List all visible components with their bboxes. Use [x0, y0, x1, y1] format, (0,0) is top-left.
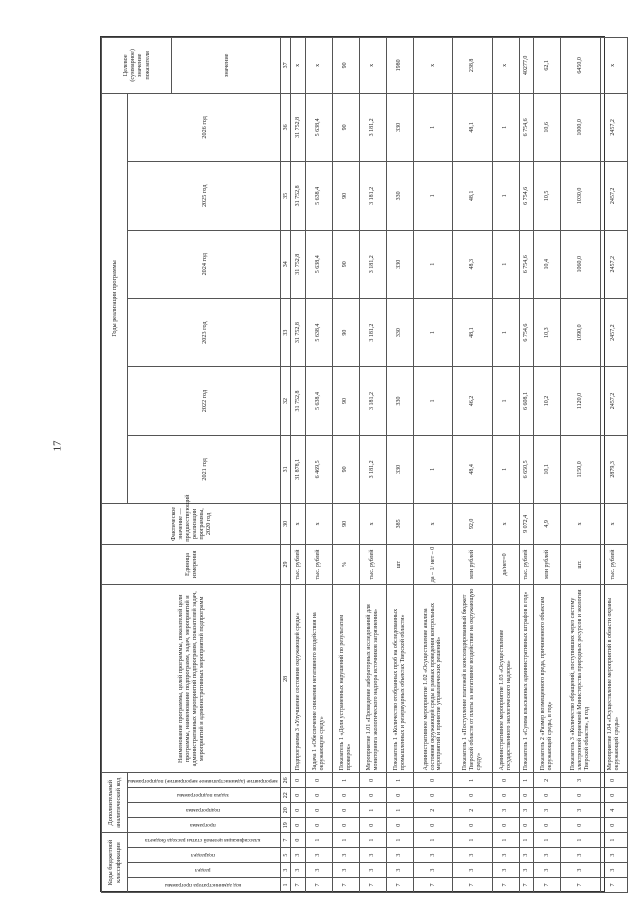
- code-cell: 1: [492, 833, 519, 848]
- code-cell: 1: [332, 773, 359, 788]
- code-cell: 0: [291, 788, 305, 803]
- row-year-value: 1000,0: [561, 93, 601, 161]
- row-year-value: 6 608,1: [519, 367, 533, 435]
- row-year-value: 3 181,2: [359, 230, 386, 298]
- row-unit: млн рублей: [534, 544, 561, 585]
- row-unit: шт.: [561, 544, 601, 585]
- row-target: 40277,0: [519, 38, 533, 94]
- target-header: Целевое (суммарное) значение показателя: [102, 38, 172, 94]
- budget-sub-section: раздел: [128, 863, 281, 878]
- code-cell: 3: [332, 848, 359, 863]
- col-number: 35: [281, 162, 291, 230]
- year-2025-header: 2025 год: [128, 162, 281, 230]
- code-cell: 0: [519, 788, 533, 803]
- col-number: 1: [281, 878, 291, 893]
- code-cell: 7: [453, 878, 493, 893]
- row-year-value: 6 469,5: [305, 435, 332, 503]
- code-cell: 3: [600, 848, 627, 863]
- code-cell: 3: [561, 848, 601, 863]
- code-cell: 1: [386, 833, 413, 848]
- row-year-value: 330: [386, 93, 413, 161]
- code-cell: 0: [291, 773, 305, 788]
- row-year-value: 5 638,4: [305, 298, 332, 366]
- code-cell: 1: [519, 773, 533, 788]
- row-target: 90: [332, 38, 359, 94]
- code-cell: 3: [359, 848, 386, 863]
- years-group-header: Годы реализации программы: [102, 93, 128, 503]
- code-cell: 0: [534, 788, 561, 803]
- unit-header: Единица измерения: [102, 544, 281, 585]
- code-cell: 1: [359, 803, 386, 818]
- code-cell: 0: [291, 803, 305, 818]
- code-cell: 3: [359, 863, 386, 878]
- code-cell: 3: [453, 863, 493, 878]
- row-year-value: 48,1: [453, 93, 493, 161]
- code-cell: 1: [534, 833, 561, 848]
- row-year-value: 5 638,4: [305, 367, 332, 435]
- row-year-value: 1: [413, 298, 453, 366]
- row-year-value: 5 638,4: [305, 230, 332, 298]
- code-cell: 0: [386, 788, 413, 803]
- table-row: [519, 38, 533, 893]
- row-target: 6450,0: [561, 38, 601, 94]
- row-year-value: 1060,0: [561, 230, 601, 298]
- code-cell: 1: [386, 773, 413, 788]
- col-number: 31: [281, 435, 291, 503]
- row-year-value: 48,1: [453, 298, 493, 366]
- row-year-value: 1030,0: [561, 162, 601, 230]
- row-target: х: [291, 38, 305, 94]
- page-number: 17: [51, 440, 64, 452]
- fact-header: Фактическое значение — предшествующий реализации программы, 2020 год: [102, 504, 281, 545]
- row-target: 238,8: [453, 38, 493, 94]
- row-unit: тыс. рублей: [600, 544, 627, 585]
- code-cell: 1: [519, 833, 533, 848]
- row-name: Показатель 2 «Размер возмещенного вреда, причиненного объектам окружающей среды, в год»: [534, 585, 561, 773]
- extra-codes-header: Дополнительный аналитический код: [102, 773, 128, 833]
- row-target: х: [413, 38, 453, 94]
- code-cell: 0: [600, 788, 627, 803]
- code-cell: 7: [332, 878, 359, 893]
- row-unit: да – 1/ нет – 0: [413, 544, 453, 585]
- code-cell: 1: [305, 833, 332, 848]
- table-row: [453, 38, 493, 893]
- row-target: х: [492, 38, 519, 94]
- code-cell: 0: [492, 773, 519, 788]
- code-cell: 3: [534, 863, 561, 878]
- col-number: 32: [281, 367, 291, 435]
- row-year-value: 10,2: [534, 367, 561, 435]
- table-row: [359, 38, 386, 893]
- row-year-value: 10,3: [534, 298, 561, 366]
- code-cell: 1: [600, 833, 627, 848]
- code-cell: 3: [561, 773, 601, 788]
- code-cell: 0: [492, 818, 519, 833]
- year-2026-header: 2026 год: [128, 93, 281, 161]
- row-year-value: 2879,3: [600, 435, 627, 503]
- code-cell: 1: [386, 803, 413, 818]
- table-row: [492, 38, 519, 893]
- table-row: [413, 38, 453, 893]
- row-name: Показатель 1 «Сумма взысканных административных штрафов в год»: [519, 585, 533, 773]
- row-year-value: 31 752,8: [291, 93, 305, 161]
- extra-sub-subprogram: подпрограмма: [128, 803, 281, 818]
- col-number: 5: [281, 848, 291, 863]
- code-cell: 0: [359, 773, 386, 788]
- code-cell: 3: [386, 848, 413, 863]
- row-year-value: 2457,2: [600, 162, 627, 230]
- row-name: Показатель 3 «Количество обращений, поступивших через систему электронной приемной Министерства природных ресурсов и экологии Тверской области», в год: [561, 585, 601, 773]
- code-cell: 0: [291, 833, 305, 848]
- row-year-value: 6 754,6: [519, 162, 533, 230]
- code-cell: 0: [305, 803, 332, 818]
- code-cell: 3: [332, 863, 359, 878]
- code-cell: 1: [413, 833, 453, 848]
- row-year-value: 330: [386, 435, 413, 503]
- code-cell: 3: [561, 863, 601, 878]
- code-cell: 3: [561, 803, 601, 818]
- row-year-value: 90: [332, 162, 359, 230]
- row-fact: 90: [332, 504, 359, 545]
- code-cell: 0: [534, 818, 561, 833]
- code-cell: 7: [600, 878, 627, 893]
- code-cell: 0: [291, 818, 305, 833]
- row-fact: х: [291, 504, 305, 545]
- row-unit: %: [332, 544, 359, 585]
- names-header: Наименование программы, целей программы, показателей цели программы, наименование подпрограмм, задач, мероприятий и административных мероприятий подпрограмм, показателей задач, мероприятий и административных мероприятий подпрограмм: [102, 585, 281, 773]
- row-year-value: 6 754,6: [519, 298, 533, 366]
- row-year-value: 6 754,6: [519, 230, 533, 298]
- row-year-value: 1: [492, 162, 519, 230]
- code-cell: 0: [332, 818, 359, 833]
- year-2024-header: 2024 год: [128, 230, 281, 298]
- code-cell: 3: [291, 863, 305, 878]
- table-row: [305, 38, 332, 893]
- row-year-value: 90: [332, 230, 359, 298]
- code-cell: 7: [519, 878, 533, 893]
- code-cell: 3: [534, 848, 561, 863]
- code-cell: 3: [291, 848, 305, 863]
- row-year-value: 1: [492, 93, 519, 161]
- year-2022-header: 2022 год: [128, 367, 281, 435]
- row-year-value: 1: [413, 162, 453, 230]
- code-cell: 3: [600, 863, 627, 878]
- row-fact: х: [413, 504, 453, 545]
- code-cell: 0: [305, 818, 332, 833]
- row-year-value: 3 181,2: [359, 93, 386, 161]
- table-frame: [101, 37, 620, 893]
- extra-sub-measure: мероприятие (административное мероприятие) подпрограммы: [128, 773, 281, 788]
- code-cell: 3: [519, 848, 533, 863]
- col-number: 29: [281, 544, 291, 585]
- row-year-value: 48,1: [453, 162, 493, 230]
- code-cell: 2: [534, 773, 561, 788]
- code-cell: 3: [534, 803, 561, 818]
- row-name: Показатель 1 «Доля устраненных нарушений по результатам проверок»: [332, 585, 359, 773]
- code-cell: 0: [386, 818, 413, 833]
- row-year-value: 90: [332, 367, 359, 435]
- row-name: Показатель 1 «Поступление платежей в консолидированный бюджет Тверской области от платы за негативное воздействие на окружающую среду»: [453, 585, 493, 773]
- code-cell: 7: [561, 878, 601, 893]
- row-year-value: 3 181,2: [359, 162, 386, 230]
- code-cell: 3: [492, 863, 519, 878]
- row-year-value: 10,5: [534, 162, 561, 230]
- code-cell: 0: [600, 773, 627, 788]
- row-fact: 92,0: [453, 504, 493, 545]
- row-year-value: 48,4: [453, 435, 493, 503]
- budget-codes-header: Коды бюджетной классификации: [102, 833, 128, 893]
- row-target: х: [359, 38, 386, 94]
- row-year-value: 1: [413, 230, 453, 298]
- row-name: Мероприятие 1.04 «Осуществление мероприятий в области охраны окружающей среды»: [600, 585, 627, 773]
- code-cell: 3: [519, 863, 533, 878]
- row-year-value: 31 752,8: [291, 162, 305, 230]
- row-year-value: 90: [332, 435, 359, 503]
- code-cell: 3: [492, 848, 519, 863]
- col-number: 37: [281, 38, 291, 94]
- code-cell: 1: [332, 833, 359, 848]
- row-year-value: 2457,2: [600, 93, 627, 161]
- col-number: 26: [281, 773, 291, 788]
- table-row: [561, 38, 601, 893]
- code-cell: 0: [413, 773, 453, 788]
- row-year-value: 3 181,2: [359, 298, 386, 366]
- code-cell: 0: [492, 788, 519, 803]
- row-year-value: 10,6: [534, 93, 561, 161]
- code-cell: 7: [359, 878, 386, 893]
- row-year-value: 31 752,8: [291, 298, 305, 366]
- row-name: Административное мероприятие 1.02 «Осуществление анализа состояния окружающей среды в рамках проведения контрольных мероприятий и принятие управленческих решений»: [413, 585, 453, 773]
- code-cell: 4: [600, 803, 627, 818]
- row-unit: да/нет=0: [492, 544, 519, 585]
- table-row: [600, 38, 627, 893]
- row-unit: млн рублей: [453, 544, 493, 585]
- budget-sub-target-article: классификация целевой статьи расхода бюджета: [128, 833, 281, 848]
- code-cell: 0: [600, 818, 627, 833]
- code-cell: 1: [453, 773, 493, 788]
- row-name: Мероприятие 1.01 «Проведение лабораторных исследований для мониторинга экологического надзора источников загрязнения»: [359, 585, 386, 773]
- row-year-value: 31 752,8: [291, 230, 305, 298]
- code-cell: 3: [413, 848, 453, 863]
- col-number: 34: [281, 230, 291, 298]
- program-indicators-table: [101, 37, 628, 893]
- col-number: 33: [281, 298, 291, 366]
- row-fact: х: [561, 504, 601, 545]
- code-cell: 3: [492, 803, 519, 818]
- col-number: 7: [281, 833, 291, 848]
- row-year-value: 1: [413, 367, 453, 435]
- row-unit: шт: [386, 544, 413, 585]
- row-year-value: 2457,2: [600, 367, 627, 435]
- code-cell: 0: [359, 788, 386, 803]
- col-number: 22: [281, 788, 291, 803]
- extra-sub-program: программа: [128, 818, 281, 833]
- row-fact: х: [305, 504, 332, 545]
- row-year-value: 330: [386, 162, 413, 230]
- code-cell: 7: [305, 878, 332, 893]
- row-year-value: 330: [386, 298, 413, 366]
- row-year-value: 1090,0: [561, 298, 601, 366]
- row-year-value: 330: [386, 367, 413, 435]
- row-year-value: 1120,0: [561, 367, 601, 435]
- year-2023-header: 2023 год: [128, 298, 281, 366]
- rotated-table-sheet: [100, 36, 620, 892]
- row-year-value: 3 181,2: [359, 435, 386, 503]
- code-cell: 3: [305, 848, 332, 863]
- row-year-value: 1: [492, 298, 519, 366]
- row-year-value: 6 754,6: [519, 93, 533, 161]
- row-fact: 385: [386, 504, 413, 545]
- row-target: х: [600, 38, 627, 94]
- col-number: 28: [281, 585, 291, 773]
- code-cell: 0: [519, 818, 533, 833]
- table-row: [386, 38, 413, 893]
- table-row: [534, 38, 561, 893]
- code-cell: 0: [305, 773, 332, 788]
- row-year-value: 31 878,1: [291, 435, 305, 503]
- code-cell: 0: [332, 788, 359, 803]
- row-target: х: [305, 38, 332, 94]
- row-year-value: 10,1: [534, 435, 561, 503]
- row-target: 62,1: [534, 38, 561, 94]
- code-cell: 2: [413, 803, 453, 818]
- code-cell: 1: [453, 833, 493, 848]
- row-year-value: 2457,2: [600, 298, 627, 366]
- target-value-header: значение: [171, 38, 281, 94]
- row-year-value: 1150,0: [561, 435, 601, 503]
- row-year-value: 90: [332, 298, 359, 366]
- code-cell: 2: [453, 803, 493, 818]
- row-name: Административное мероприятие 1.03 «Осуществление государственного экологического надзора»: [492, 585, 519, 773]
- budget-sub-admin: код администратора программы: [128, 878, 281, 893]
- code-cell: 0: [453, 818, 493, 833]
- row-year-value: 3 181,2: [359, 367, 386, 435]
- budget-sub-subsection: подраздел: [128, 848, 281, 863]
- extra-sub-task: задача подпрограммы: [128, 788, 281, 803]
- col-number: 3: [281, 863, 291, 878]
- code-cell: 0: [359, 818, 386, 833]
- row-fact: х: [492, 504, 519, 545]
- row-year-value: 90: [332, 93, 359, 161]
- row-name: Подпрограмма 3 «Улучшение состояния окружающей среды»: [291, 585, 305, 773]
- row-name: Задача 1 «Обеспечение снижения негативного воздействия на окружающую среду»: [305, 585, 332, 773]
- code-cell: 0: [413, 818, 453, 833]
- row-year-value: 330: [386, 230, 413, 298]
- code-cell: 0: [332, 803, 359, 818]
- code-cell: 7: [413, 878, 453, 893]
- code-cell: 3: [305, 863, 332, 878]
- code-cell: 7: [386, 878, 413, 893]
- row-year-value: 31 752,8: [291, 367, 305, 435]
- row-year-value: 1: [492, 435, 519, 503]
- row-unit: тыс. рублей: [305, 544, 332, 585]
- code-cell: 0: [453, 788, 493, 803]
- year-2021-header: 2021 год: [128, 435, 281, 503]
- row-year-value: 5 638,4: [305, 93, 332, 161]
- col-number: 36: [281, 93, 291, 161]
- row-unit: тыс. рублей: [291, 544, 305, 585]
- row-unit: тыс. рублей: [519, 544, 533, 585]
- row-year-value: 48,3: [453, 230, 493, 298]
- col-number: 19: [281, 818, 291, 833]
- row-target: 1980: [386, 38, 413, 94]
- row-year-value: 1: [413, 435, 453, 503]
- code-cell: 7: [492, 878, 519, 893]
- row-year-value: 10,4: [534, 230, 561, 298]
- code-cell: 0: [305, 788, 332, 803]
- code-cell: 7: [291, 878, 305, 893]
- row-year-value: 6 650,5: [519, 435, 533, 503]
- code-cell: 0: [561, 788, 601, 803]
- code-cell: 0: [561, 818, 601, 833]
- row-year-value: 1: [413, 93, 453, 161]
- col-number: 20: [281, 803, 291, 818]
- row-year-value: 2457,2: [600, 230, 627, 298]
- row-fact: 4,9: [534, 504, 561, 545]
- code-cell: 3: [413, 863, 453, 878]
- row-unit: тыс. рублей: [359, 544, 386, 585]
- row-year-value: 46,2: [453, 367, 493, 435]
- row-name: Показатель 1 «Количество отобранных проб на обследованных промышленных и резервуарных объектах Тверской области»: [386, 585, 413, 773]
- row-year-value: 1: [492, 230, 519, 298]
- table-rows: [291, 38, 627, 893]
- code-cell: 1: [561, 833, 601, 848]
- code-cell: 1: [359, 833, 386, 848]
- code-cell: 3: [386, 863, 413, 878]
- row-year-value: 5 638,4: [305, 162, 332, 230]
- row-fact: 9 072,4: [519, 504, 533, 545]
- code-cell: 0: [413, 788, 453, 803]
- row-fact: х: [359, 504, 386, 545]
- code-cell: 3: [519, 803, 533, 818]
- code-cell: 3: [453, 848, 493, 863]
- row-fact: х: [600, 504, 627, 545]
- table-row: [332, 38, 359, 893]
- table-row: [291, 38, 305, 893]
- row-year-value: 1: [492, 367, 519, 435]
- code-cell: 7: [534, 878, 561, 893]
- col-number: 30: [281, 504, 291, 545]
